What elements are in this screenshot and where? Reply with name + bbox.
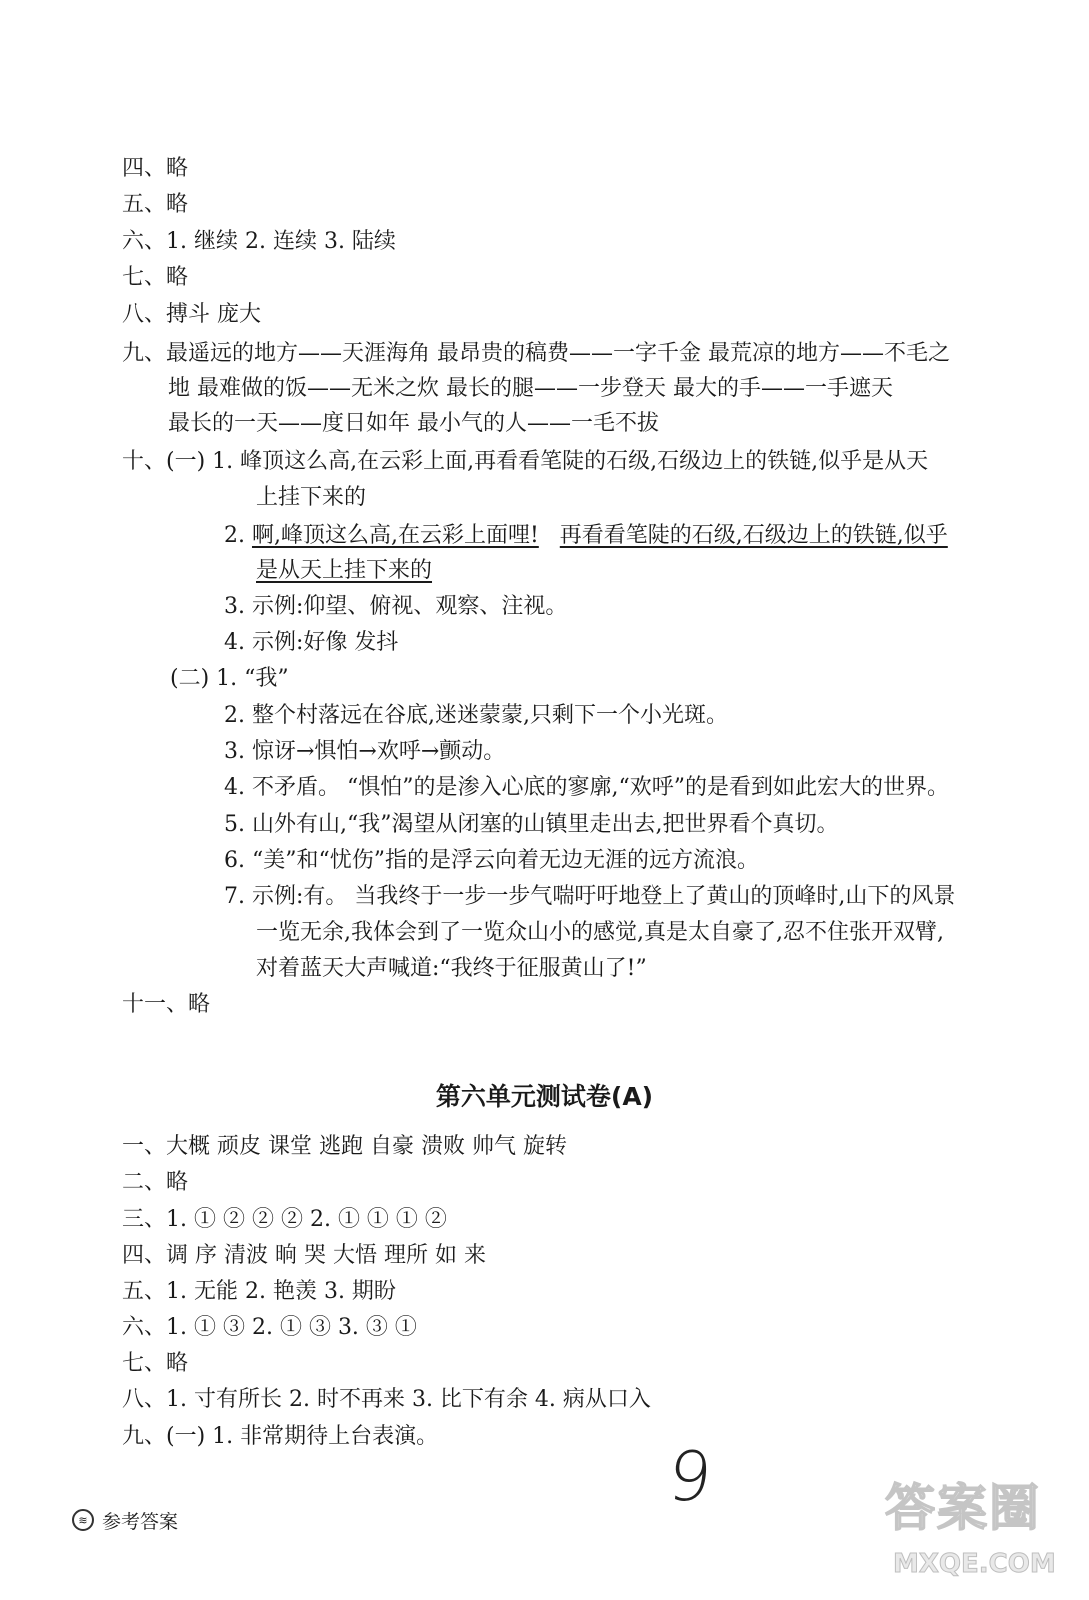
answer-10-1-q1-line1: 十、(一) 1. 峰顶这么高,在云彩上面,再看看笔陡的石级,石级边上的铁链,似乎是从天 — [122, 449, 929, 474]
watermark-logo-text: 答案圈 — [885, 1479, 1041, 1537]
watermark-url: MXQE.COM — [893, 1549, 1056, 1579]
answer-item-9-line2: 地 最难做的饭——无米之炊 最长的腿——一步登天 最大的手——一手遮天 — [168, 376, 893, 401]
answer-10-1-q1-line2: 上挂下来的 — [256, 485, 367, 510]
answer-10-2-q5: 5. 山外有山,“我”渴望从闭塞的山镇里走出去,把世界看个真切。 — [224, 812, 839, 837]
unit6-answer-4: 四、调 序 清波 晌 哭 大悟 理所 如 来 — [122, 1243, 486, 1268]
section-title: 第六单元测试卷(A) — [435, 1082, 654, 1111]
unit6-answer-5: 五、1. 无能 2. 艳羡 3. 期盼 — [122, 1279, 396, 1304]
answer-10-1-q3: 3. 示例:仰望、俯视、观察、注视。 — [224, 594, 568, 619]
answer-10-1-q2-line1 — [224, 518, 948, 554]
answer-10-2-q1: (二) 1. “我” — [170, 666, 289, 691]
unit6-answer-6: 六、1. ① ③ 2. ① ③ 3. ③ ① — [122, 1315, 417, 1340]
spacer — [539, 523, 560, 548]
book-icon: ≋ — [72, 1509, 94, 1531]
underlined-sentence: 啊,峰顶这么高,在云彩上面哩! — [251, 523, 539, 548]
answer-item-8: 八、搏斗 庞大 — [122, 302, 261, 327]
unit6-answer-3: 三、1. ① ② ② ② 2. ① ① ① ② — [122, 1207, 447, 1232]
answer-10-2-q7-line3: 对着蓝天大声喊道:“我终于征服黄山了!” — [256, 956, 647, 981]
answer-10-2-q7-line1: 7. 示例:有。 当我终于一步一步气喘吁吁地登上了黄山的顶峰时,山下的风景 — [224, 884, 956, 909]
answer-10-2-q6: 6. “美”和“忧伤”指的是浮云向着无边无涯的远方流浪。 — [224, 848, 759, 873]
watermark — [885, 1475, 1075, 1593]
answer-10-2-q2: 2. 整个村落远在谷底,迷迷蒙蒙,只剩下一个小光斑。 — [224, 703, 728, 728]
answer-10-1-q2-line2 — [256, 553, 432, 589]
answer-item-4: 四、略 — [122, 156, 189, 181]
footer-label: 参考答案 — [102, 1510, 179, 1533]
answer-10-1-q4: 4. 示例:好像 发抖 — [224, 630, 399, 655]
answer-item-5: 五、略 — [122, 192, 189, 217]
unit6-answer-9: 九、(一) 1. 非常期待上台表演。 — [122, 1424, 439, 1449]
unit6-answer-2: 二、略 — [122, 1170, 189, 1195]
answer-10-2-q7-line2: 一览无余,我体会到了一览众山小的感觉,真是太自豪了,忍不住张开双臂, — [256, 920, 944, 945]
unit6-answer-1: 一、大概 顽皮 课堂 逃跑 自豪 溃败 帅气 旋转 — [122, 1134, 567, 1159]
answer-10-2-q3: 3. 惊讶→惧怕→欢呼→颤动。 — [224, 739, 506, 764]
answer-item-9-line1: 九、最遥远的地方——天涯海角 最昂贵的稿费——一字千金 最荒凉的地方——不毛之 — [122, 341, 950, 366]
underlined-sentence: 再看看笔陡的石级,石级边上的铁链,似乎 — [559, 523, 948, 548]
page-footer — [72, 1503, 178, 1537]
unit6-answer-8: 八、1. 寸有所长 2. 时不再来 3. 比下有余 4. 病从口入 — [122, 1387, 651, 1412]
answer-item-11: 十一、略 — [122, 992, 211, 1017]
handwritten-page-number: 9 — [663, 1438, 716, 1517]
answer-number: 2. — [224, 523, 252, 548]
answer-10-2-q4: 4. 不矛盾。 “惧怕”的是渗入心底的寥廓,“欢呼”的是看到如此宏大的世界。 — [224, 775, 949, 800]
answer-item-7: 七、略 — [122, 265, 189, 290]
answer-item-9-line3: 最长的一天——度日如年 最小气的人——一毛不拔 — [168, 411, 659, 436]
underlined-sentence: 是从天上挂下来的 — [256, 558, 433, 583]
answer-item-6: 六、1. 继续 2. 连续 3. 陆续 — [122, 229, 396, 254]
unit6-answer-7: 七、略 — [122, 1351, 189, 1376]
